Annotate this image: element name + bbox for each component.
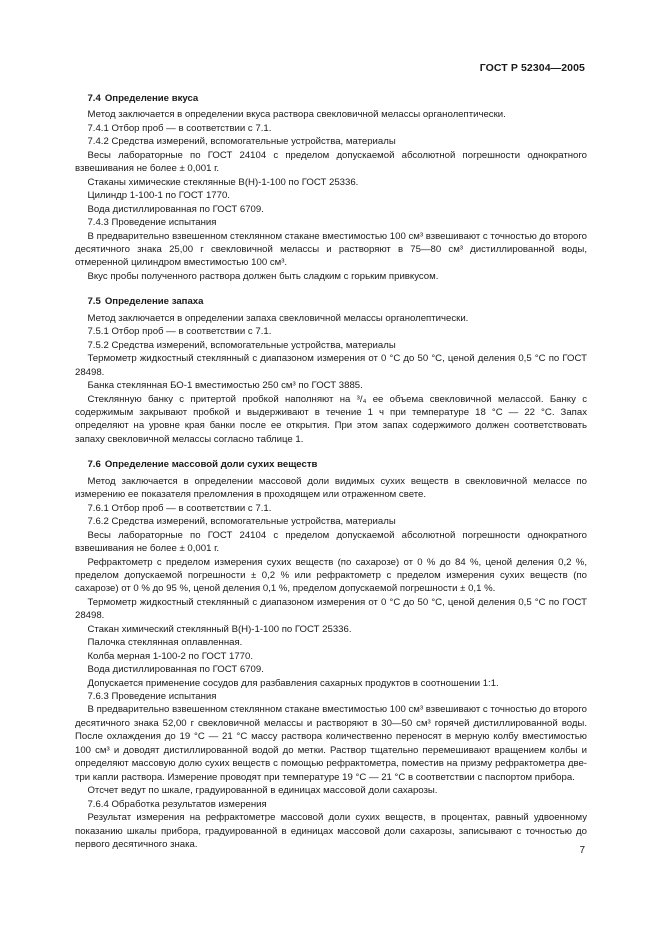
paragraph: Вода дистиллированная по ГОСТ 6709.	[87, 203, 264, 215]
page-number: 7	[579, 845, 585, 856]
document-body	[75, 92, 587, 851]
paragraph: Банка стеклянная БО-1 вместимостью 250 см³ по ГОСТ 3885.	[87, 380, 363, 392]
paragraph: Термометр жидкостный стеклянный с диапазоном измерения от 0 °С до 50 °С, ценой деления 0,5 °С по ГОСТ 28498.	[75, 353, 587, 378]
paragraph: Цилиндр 1-100-1 по ГОСТ 1770.	[87, 190, 230, 202]
section-heading-7-5	[75, 295, 587, 308]
paragraph: 7.4.1 Отбор проб — в соответствии с 7.1.	[87, 122, 272, 134]
section-number: 7.6	[87, 459, 101, 471]
section-title: Определение вкуса	[104, 93, 199, 104]
paragraph: Стеклянную банку с притертой пробкой наполняют на ³/₄ ее объема свекловичной мелассой. Банку с содержимым закрывают пробкой и выдерживают в течение 1 ч при температуре 18 °С — 22 °С. Запах определяют на уровне края банки после ее открытия. При этом запах содержимого должен соответствовать запаху свекловичной мелассы согласно таблице 1.	[75, 393, 587, 445]
paragraph: Метод заключается в определении массовой доли видимых сухих веществ в свекловичной мелассе по измерению ее показателя преломления в проходящем или отраженном свете.	[75, 475, 587, 501]
paragraph: 7.5.1 Отбор проб — в соответствии с 7.1.	[87, 326, 272, 338]
paragraph: Результат измерения на рефрактометре массовой доли сухих веществ, в процентах, равный удвоенному показанию шкалы прибора, градуированной в единицах массовой доли сахарозы, записывают с точностью до первого десятичного знака.	[75, 812, 587, 851]
section-spacer	[75, 283, 587, 292]
paragraph: Термометр жидкостный стеклянный с диапазоном измерения от 0 °С до 50 °С, ценой деления 0,5 °С по ГОСТ 28498.	[75, 596, 587, 622]
paragraph: Вода дистиллированная по ГОСТ 6709.	[87, 664, 264, 676]
section-spacer	[75, 446, 587, 455]
paragraph: В предварительно взвешенном стеклянном стакане вместимостью 100 см³ взвешивают с точностью до второго десятичного знака 52,00 г свекловичной мелассы и растворяют в 30—50 см³ горячей дистиллированной воды. После охлаждения до 19 °С — 21 °С массу раствора количественно переносят в мерную колбу вместимостью 100 см³ и доводят дистиллированной водой до метки. Раствор тщательно перемешивают вращением колбы и определяют массовую долю сухих веществ с помощью рефрактометра, поместив на призму рефрактометра две-три капли раствора. Измерение проводят при температуре 19 °С — 21 °С в соответствии с паспортом прибора.	[75, 704, 587, 783]
paragraph: Стаканы химические стеклянные В(Н)-1-100 по ГОСТ 25336.	[87, 176, 359, 188]
document-code-header: ГОСТ Р 52304—2005	[479, 62, 585, 74]
paragraph: 7.4.3 Проведение испытания	[87, 217, 217, 229]
paragraph: 7.6.3 Проведение испытания	[87, 691, 217, 703]
paragraph: Метод заключается в определении запаха свекловичной мелассы органолептически.	[87, 312, 469, 324]
paragraph: 7.4.2 Средства измерений, вспомогательные устройства, материалы	[87, 136, 396, 148]
paragraph: Допускается применение сосудов для разбавления сахарных продуктов в соотношении 1:1.	[87, 677, 499, 689]
paragraph: В предварительно взвешенном стеклянном стакане вместимостью 100 см³ взвешивают с точностью до второго десятичного знака 25,00 г свекловичной мелассы и растворяют в 75—80 см³ дистиллированной воды, отмеренной цилиндром вместимостью 100 см³.	[75, 230, 587, 269]
paragraph: Метод заключается в определении вкуса раствора свекловичной мелассы органолептически.	[87, 109, 506, 121]
paragraph: Вкус пробы полученного раствора должен быть сладким с горьким привкусом.	[87, 270, 439, 282]
paragraph: 7.6.1 Отбор проб — в соответствии с 7.1.	[87, 502, 272, 514]
paragraph: Весы лабораторные по ГОСТ 24104 с пределом допускаемой абсолютной погрешности однократного взвешивания не более ± 0,001 г.	[75, 149, 587, 175]
paragraph: Отсчет ведут по шкале, градуированной в единицах массовой доли сахарозы.	[87, 785, 438, 797]
section-heading-7-4	[75, 92, 587, 105]
paragraph: Палочка стеклянная оплавленная.	[87, 637, 243, 649]
paragraph: 7.5.2 Средства измерений, вспомогательные устройства, материалы	[87, 339, 396, 351]
paragraph: Весы лабораторные по ГОСТ 24104 с пределом допускаемой абсолютной погрешности однократного взвешивания не более ± 0,001 г.	[75, 529, 587, 555]
paragraph: Рефрактометр с пределом измерения сухих веществ (по сахарозе) от 0 % до 84 %, ценой деления 0,2 %, пределом допускаемой погрешности ± 0,2 % или рефрактометр с пределом измерения сухих веществ (по сахарозе) от 0 % до 95 %, ценой деления 0,1 %, пределом допускаемой погрешности ± 0,1 %.	[75, 556, 587, 595]
paragraph: 7.6.2 Средства измерений, вспомогательные устройства, материалы	[87, 516, 396, 528]
paragraph: Колба мерная 1-100-2 по ГОСТ 1770.	[87, 650, 254, 662]
section-number: 7.4	[87, 93, 101, 104]
section-heading-7-6	[75, 458, 587, 471]
section-title: Определение массовой доли сухих веществ	[104, 459, 318, 471]
section-number: 7.5	[87, 296, 101, 308]
section-title: Определение запаха	[104, 296, 204, 308]
paragraph: Стакан химический стеклянный В(Н)-1-100 по ГОСТ 25336.	[87, 623, 352, 635]
paragraph: 7.6.4 Обработка результатов измерения	[87, 798, 267, 810]
